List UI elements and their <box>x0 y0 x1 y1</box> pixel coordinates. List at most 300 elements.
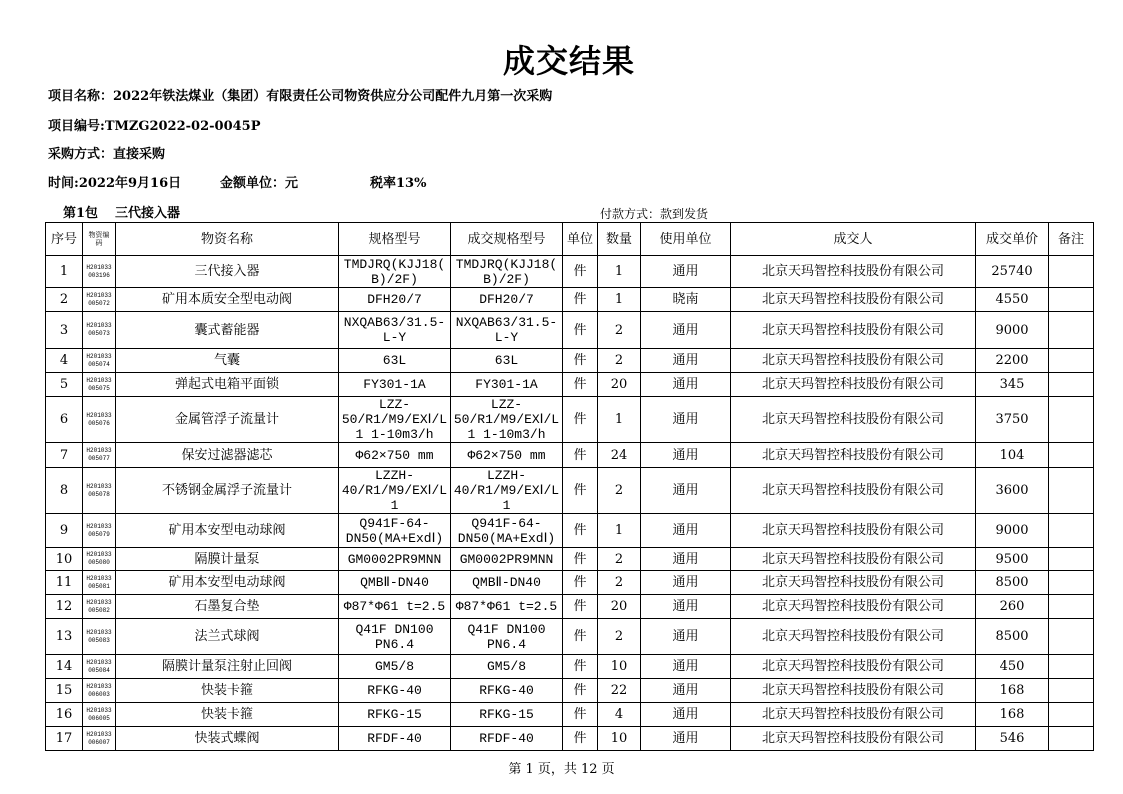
deal-spec-cell <box>451 548 563 571</box>
table-row <box>46 703 1094 727</box>
unit-price-cell-text: 8500 <box>995 575 1029 590</box>
deal-spec-cell-text: GM5/8 <box>486 659 526 674</box>
quantity-cell <box>598 443 641 468</box>
spec-cell <box>339 679 451 703</box>
unit-price-cell-text: 260 <box>999 599 1025 614</box>
vendor-cell-text: 北京天玛智控科技股份有限公司 <box>761 683 944 698</box>
spec-cell <box>339 397 451 443</box>
package-line <box>0 206 1123 222</box>
spec-cell-text: QMBⅡ-DN40 <box>360 575 429 590</box>
currency-value: 元 <box>285 176 299 191</box>
quantity-cell <box>598 256 641 288</box>
header-material-name-label: 物资名称 <box>200 231 253 247</box>
row-number-cell-text: 12 <box>55 599 73 614</box>
unit-cell-text: 件 <box>573 599 587 614</box>
material-code-cell-text: H201033005072 <box>86 291 112 307</box>
material-name-cell <box>116 256 339 288</box>
vendor-cell <box>731 571 976 595</box>
deal-spec-cell <box>451 703 563 727</box>
spec-cell-text: NXQAB63/31.5-L-Y <box>343 315 446 345</box>
spec-cell-text: RFKG-15 <box>367 707 422 722</box>
table-row <box>46 468 1094 514</box>
vendor-cell <box>731 548 976 571</box>
deal-spec-cell-text: RFDF-40 <box>479 731 534 746</box>
header-unit-price-label: 成交单价 <box>985 231 1038 247</box>
deal-spec-cell <box>451 679 563 703</box>
project-number-value: TMZG2022-02-0045P <box>104 119 261 134</box>
row-number-cell-text: 5 <box>59 377 69 392</box>
spec-cell <box>339 548 451 571</box>
row-number-cell <box>46 288 83 312</box>
material-name-cell-text: 不锈钢金属浮子流量计 <box>161 483 292 498</box>
deal-spec-cell-text: FY301-1A <box>475 377 538 392</box>
quantity-cell-text: 2 <box>614 575 624 590</box>
table-row <box>46 443 1094 468</box>
material-code-cell-text: H201033005084 <box>86 658 112 674</box>
remark-cell <box>1049 571 1094 595</box>
user-unit-cell <box>641 548 731 571</box>
material-name-cell <box>116 619 339 655</box>
row-number-cell <box>46 443 83 468</box>
remark-cell <box>1049 468 1094 514</box>
unit-cell <box>563 349 598 373</box>
unit-price-cell <box>976 703 1049 727</box>
unit-cell-text: 件 <box>573 322 587 338</box>
deal-spec-cell-text: RFKG-40 <box>479 683 534 698</box>
spec-cell <box>339 655 451 679</box>
vendor-cell-text: 北京天玛智控科技股份有限公司 <box>761 551 944 567</box>
material-code-cell <box>83 373 116 397</box>
unit-price-cell <box>976 571 1049 595</box>
unit-cell <box>563 679 598 703</box>
table-row <box>46 373 1094 397</box>
material-name-cell-text: 隔膜计量泵注射止回阀 <box>161 659 292 674</box>
material-code-cell <box>83 397 116 443</box>
row-number-cell <box>46 373 83 397</box>
procurement-method-label: 采购方式： <box>48 147 114 162</box>
spec-cell <box>339 443 451 468</box>
material-name-cell-text: 三代接入器 <box>194 264 260 279</box>
vendor-cell <box>731 312 976 349</box>
unit-price-cell-text: 168 <box>999 707 1025 722</box>
material-code-cell-text: H201033006005 <box>86 706 112 722</box>
quantity-cell-text: 24 <box>610 447 628 463</box>
table-row <box>46 349 1094 373</box>
remark-cell <box>1049 373 1094 397</box>
document-title: 成交结果 <box>502 42 635 80</box>
material-name-cell <box>116 595 339 619</box>
header-unit <box>563 223 598 256</box>
material-code-cell <box>83 288 116 312</box>
user-unit-cell-text: 通用 <box>672 629 699 644</box>
material-name-cell-text: 隔膜计量泵 <box>194 551 260 567</box>
material-name-cell <box>116 443 339 468</box>
row-number-cell <box>46 514 83 548</box>
table-row <box>46 288 1094 312</box>
quantity-cell-text: 1 <box>614 292 624 307</box>
material-code-cell <box>83 514 116 548</box>
spec-cell-text: Q941F-64-DN50(MA+ExdⅠ) <box>345 515 444 546</box>
quantity-cell-text: 10 <box>610 659 628 674</box>
remark-cell <box>1049 349 1094 373</box>
header-vendor-label: 成交人 <box>833 231 873 247</box>
unit-cell-text: 件 <box>573 731 587 746</box>
user-unit-cell-text: 通用 <box>672 412 699 427</box>
table-row <box>46 595 1094 619</box>
quantity-cell <box>598 595 641 619</box>
user-unit-cell-text: 通用 <box>672 683 699 698</box>
project-number-line <box>48 118 261 136</box>
spec-cell <box>339 256 451 288</box>
unit-cell <box>563 619 598 655</box>
deal-spec-cell-text: LZZH-40/R1/M9/EXⅠ/L1 <box>453 468 560 513</box>
row-number-cell-text: 3 <box>59 322 69 338</box>
deal-spec-cell-text: Φ87*Φ61 t=2.5 <box>455 599 558 614</box>
table-body <box>46 256 1094 751</box>
user-unit-cell-text: 通用 <box>672 264 699 279</box>
material-code-cell-text: H201033005079 <box>86 522 112 538</box>
quantity-cell-text: 2 <box>614 629 624 644</box>
unit-price-cell <box>976 288 1049 312</box>
unit-price-cell <box>976 655 1049 679</box>
unit-price-cell-text: 104 <box>999 447 1025 463</box>
spec-cell-text: Φ62×750 mm <box>355 447 434 463</box>
unit-cell-text: 件 <box>573 447 587 463</box>
table-row <box>46 256 1094 288</box>
unit-cell <box>563 548 598 571</box>
unit-price-cell-text: 345 <box>999 377 1025 392</box>
user-unit-cell <box>641 288 731 312</box>
spec-cell <box>339 703 451 727</box>
project-number-label: 项目编号: <box>48 119 105 134</box>
currency-item <box>220 175 298 193</box>
table-header-row <box>46 223 1094 256</box>
user-unit-cell <box>641 619 731 655</box>
spec-cell <box>339 288 451 312</box>
material-name-cell-text: 石墨复合垫 <box>194 599 260 614</box>
vendor-cell <box>731 679 976 703</box>
quantity-cell-text: 1 <box>614 412 624 427</box>
header-remark-label: 备注 <box>1057 231 1084 247</box>
spec-cell-text: LZZ-50/R1/M9/EXⅠ/L1 1-10m3/h <box>341 397 448 442</box>
unit-price-cell <box>976 468 1049 514</box>
spec-cell-text: Φ87*Φ61 t=2.5 <box>343 599 446 614</box>
material-name-cell <box>116 655 339 679</box>
material-name-cell-text: 金属管浮子流量计 <box>174 412 279 427</box>
deal-spec-cell <box>451 397 563 443</box>
deal-spec-cell <box>451 373 563 397</box>
unit-price-cell-text: 9500 <box>995 551 1029 567</box>
quantity-cell-text: 1 <box>614 264 624 279</box>
table-row <box>46 727 1094 751</box>
remark-cell <box>1049 679 1094 703</box>
spec-cell <box>339 373 451 397</box>
row-number-cell <box>46 397 83 443</box>
spec-cell-text: GM5/8 <box>374 659 414 674</box>
user-unit-cell-text: 通用 <box>672 659 699 674</box>
deal-spec-cell <box>451 312 563 349</box>
spec-cell-text: GM0002PR9MNN <box>347 551 442 567</box>
quantity-cell-text: 10 <box>610 731 628 746</box>
user-unit-cell-text: 通用 <box>672 707 699 722</box>
material-name-cell <box>116 514 339 548</box>
meta-line <box>48 175 648 193</box>
vendor-cell-text: 北京天玛智控科技股份有限公司 <box>761 523 944 538</box>
unit-cell-text: 件 <box>573 377 587 392</box>
remark-cell <box>1049 619 1094 655</box>
material-name-cell-text: 快装卡箍 <box>200 707 253 722</box>
user-unit-cell <box>641 468 731 514</box>
user-unit-cell <box>641 655 731 679</box>
vendor-cell <box>731 468 976 514</box>
header-unit-label: 单位 <box>566 231 593 247</box>
material-name-cell-text: 快装式蝶阀 <box>194 731 260 746</box>
header-material-code-label: 物资编码 <box>88 231 110 247</box>
material-name-cell-text: 弹起式电箱平面锁 <box>174 377 279 392</box>
unit-cell-text: 件 <box>573 629 587 644</box>
unit-price-cell-text: 2200 <box>995 353 1029 368</box>
header-deal-spec-label: 成交规格型号 <box>467 231 546 247</box>
unit-price-cell <box>976 312 1049 349</box>
material-code-cell <box>83 256 116 288</box>
table-row <box>46 655 1094 679</box>
vendor-cell <box>731 443 976 468</box>
unit-cell <box>563 373 598 397</box>
material-name-cell-text: 矿用本安型电动球阀 <box>168 523 286 538</box>
user-unit-cell-text: 通用 <box>672 731 699 746</box>
material-name-cell-text: 快装卡箍 <box>200 683 253 698</box>
unit-price-cell-text: 3750 <box>995 412 1029 427</box>
unit-cell-text: 件 <box>573 683 587 698</box>
deal-spec-cell <box>451 727 563 751</box>
vendor-cell <box>731 727 976 751</box>
deal-spec-cell-text: Q941F-64-DN50(MA+ExdⅠ) <box>457 515 556 546</box>
vendor-cell-text: 北京天玛智控科技股份有限公司 <box>761 292 944 307</box>
unit-cell-text: 件 <box>573 523 587 538</box>
header-unit-price <box>976 223 1049 256</box>
vendor-cell-text: 北京天玛智控科技股份有限公司 <box>761 377 944 392</box>
unit-cell <box>563 256 598 288</box>
material-name-cell <box>116 548 339 571</box>
user-unit-cell <box>641 397 731 443</box>
user-unit-cell <box>641 595 731 619</box>
remark-cell <box>1049 443 1094 468</box>
unit-cell <box>563 468 598 514</box>
vendor-cell <box>731 703 976 727</box>
header-quantity-label: 数量 <box>605 231 632 247</box>
tax-label: 税率 <box>370 176 397 191</box>
quantity-cell <box>598 373 641 397</box>
row-number-cell-text: 10 <box>55 551 73 567</box>
user-unit-cell-text: 通用 <box>672 575 699 590</box>
spec-cell-text: DFH20/7 <box>367 292 422 307</box>
user-unit-cell <box>641 514 731 548</box>
vendor-cell-text: 北京天玛智控科技股份有限公司 <box>761 731 944 746</box>
material-name-cell <box>116 703 339 727</box>
quantity-cell <box>598 727 641 751</box>
header-serial-number <box>46 223 83 256</box>
quantity-cell-text: 4 <box>614 707 624 722</box>
quantity-cell <box>598 679 641 703</box>
unit-cell <box>563 655 598 679</box>
table-row <box>46 571 1094 595</box>
material-code-cell <box>83 548 116 571</box>
material-code-cell-text: H201033003196 <box>86 263 112 279</box>
vendor-cell <box>731 256 976 288</box>
material-name-cell <box>116 571 339 595</box>
material-name-cell <box>116 349 339 373</box>
user-unit-cell <box>641 373 731 397</box>
remark-cell <box>1049 703 1094 727</box>
unit-price-cell <box>976 595 1049 619</box>
row-number-cell-text: 15 <box>55 683 73 698</box>
spec-cell-text: RFKG-40 <box>367 683 422 698</box>
deal-spec-cell-text: TMDJRQ(KJJ18(B)/2F) <box>455 256 558 287</box>
vendor-cell <box>731 373 976 397</box>
spec-cell-text: TMDJRQ(KJJ18(B)/2F) <box>343 256 446 287</box>
row-number-cell-text: 4 <box>59 353 69 368</box>
header-quantity <box>598 223 641 256</box>
unit-cell <box>563 703 598 727</box>
vendor-cell-text: 北京天玛智控科技股份有限公司 <box>761 629 944 644</box>
spec-cell-text: LZZH-40/R1/M9/EXⅠ/L1 <box>341 468 448 513</box>
unit-cell <box>563 571 598 595</box>
remark-cell <box>1049 256 1094 288</box>
package-number: 第1包 <box>63 206 99 221</box>
deal-spec-cell <box>451 349 563 373</box>
vendor-cell-text: 北京天玛智控科技股份有限公司 <box>761 264 944 279</box>
vendor-cell <box>731 349 976 373</box>
tax-item <box>370 175 426 193</box>
header-material-code <box>83 223 116 256</box>
table-row <box>46 312 1094 349</box>
deal-spec-cell-text: DFH20/7 <box>479 292 534 307</box>
unit-price-cell <box>976 349 1049 373</box>
unit-price-cell-text: 450 <box>999 659 1025 674</box>
remark-cell <box>1049 397 1094 443</box>
material-name-cell <box>116 397 339 443</box>
row-number-cell <box>46 619 83 655</box>
vendor-cell-text: 北京天玛智控科技股份有限公司 <box>761 322 944 338</box>
vendor-cell <box>731 514 976 548</box>
material-code-cell-text: H201033005081 <box>86 574 112 590</box>
spec-cell <box>339 312 451 349</box>
remark-cell <box>1049 548 1094 571</box>
user-unit-cell <box>641 571 731 595</box>
header-serial-number-label: 序号 <box>50 231 77 247</box>
deal-spec-cell-text: QMBⅡ-DN40 <box>472 575 541 590</box>
procurement-method-value: 直接采购 <box>113 147 166 162</box>
unit-price-cell <box>976 443 1049 468</box>
header-deal-spec <box>451 223 563 256</box>
material-code-cell <box>83 595 116 619</box>
material-code-cell-text: H201033005075 <box>86 376 112 392</box>
unit-cell-text: 件 <box>573 659 587 674</box>
quantity-cell-text: 22 <box>610 683 628 698</box>
deal-spec-cell-text: Q41F DN100 PN6.4 <box>467 621 546 652</box>
user-unit-cell <box>641 312 731 349</box>
vendor-cell-text: 北京天玛智控科技股份有限公司 <box>761 659 944 674</box>
user-unit-cell <box>641 679 731 703</box>
page-footer: 第 1 页，共 12 页 <box>508 762 615 777</box>
quantity-cell-text: 2 <box>614 322 624 338</box>
user-unit-cell <box>641 727 731 751</box>
deal-spec-cell <box>451 468 563 514</box>
remark-cell <box>1049 312 1094 349</box>
user-unit-cell-text: 通用 <box>672 483 699 498</box>
quantity-cell-text: 20 <box>610 599 628 614</box>
table-row <box>46 514 1094 548</box>
vendor-cell <box>731 288 976 312</box>
remark-cell <box>1049 595 1094 619</box>
row-number-cell <box>46 468 83 514</box>
procurement-method-line <box>48 146 165 164</box>
date-value: 2022年9月16日 <box>78 176 182 191</box>
date-item <box>48 175 181 193</box>
quantity-cell <box>598 514 641 548</box>
payment-label: 付款方式： <box>600 207 661 221</box>
package-name: 三代接入器 <box>115 206 181 221</box>
table-row <box>46 548 1094 571</box>
material-code-cell-text: H201033006003 <box>86 682 112 698</box>
spec-cell <box>339 595 451 619</box>
material-name-cell-text: 保安过滤器滤芯 <box>181 447 273 463</box>
material-name-cell <box>116 312 339 349</box>
header-spec <box>339 223 451 256</box>
vendor-cell-text: 北京天玛智控科技股份有限公司 <box>761 353 944 368</box>
vendor-cell-text: 北京天玛智控科技股份有限公司 <box>761 707 944 722</box>
unit-cell <box>563 595 598 619</box>
spec-cell <box>339 468 451 514</box>
row-number-cell <box>46 256 83 288</box>
unit-price-cell <box>976 619 1049 655</box>
user-unit-cell-text: 晓南 <box>672 292 699 307</box>
project-name-label: 项目名称： <box>48 89 114 104</box>
material-code-cell <box>83 349 116 373</box>
row-number-cell <box>46 595 83 619</box>
vendor-cell-text: 北京天玛智控科技股份有限公司 <box>761 575 944 590</box>
user-unit-cell-text: 通用 <box>672 599 699 614</box>
unit-price-cell <box>976 548 1049 571</box>
quantity-cell-text: 20 <box>610 377 628 392</box>
quantity-cell-text: 1 <box>614 523 624 538</box>
spec-cell <box>339 349 451 373</box>
quantity-cell <box>598 548 641 571</box>
unit-cell <box>563 443 598 468</box>
currency-label: 金额单位： <box>220 176 286 191</box>
remark-cell <box>1049 727 1094 751</box>
unit-price-cell <box>976 256 1049 288</box>
unit-cell-text: 件 <box>573 483 587 498</box>
quantity-cell-text: 2 <box>614 353 624 368</box>
spec-cell-text: Q41F DN100 PN6.4 <box>355 621 434 652</box>
material-code-cell-text: H201033005083 <box>86 628 112 644</box>
unit-price-cell-text: 8500 <box>995 629 1029 644</box>
unit-price-cell <box>976 397 1049 443</box>
row-number-cell <box>46 727 83 751</box>
quantity-cell <box>598 571 641 595</box>
unit-price-cell-text: 4550 <box>995 292 1029 307</box>
result-table <box>45 222 1094 751</box>
unit-cell <box>563 397 598 443</box>
deal-spec-cell <box>451 256 563 288</box>
quantity-cell <box>598 655 641 679</box>
deal-spec-cell <box>451 595 563 619</box>
header-material-name <box>116 223 339 256</box>
row-number-cell-text: 1 <box>59 264 69 279</box>
row-number-cell-text: 7 <box>59 447 69 463</box>
header-user-unit <box>641 223 731 256</box>
